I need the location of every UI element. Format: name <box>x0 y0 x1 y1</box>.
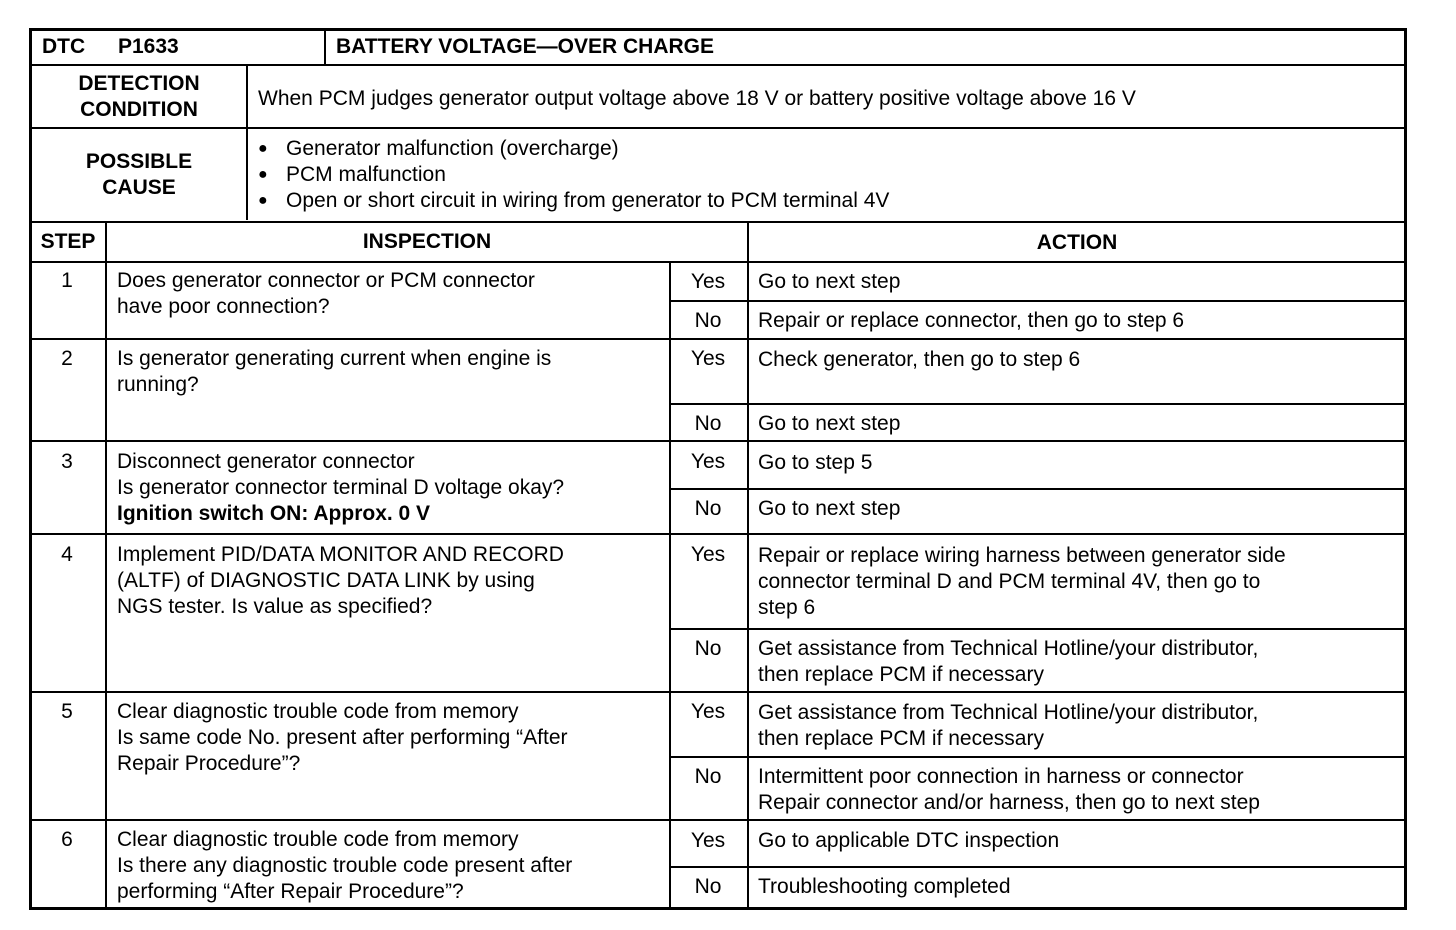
no-label: No <box>694 412 722 435</box>
step-number: 5 <box>61 700 73 723</box>
inspection-text: Does generator connector or PCM connector have poor connection? <box>117 269 535 318</box>
action-text: Repair or replace connector, then go to step 6 <box>758 309 1185 332</box>
no-label: No <box>694 637 722 660</box>
action-text: Troubleshooting completed <box>758 875 1011 898</box>
action-text: Get assistance from Technical Hotline/your distributor, then replace PCM if necessary <box>758 701 1259 750</box>
inspection-text: Clear diagnostic trouble code from memory Is same code No. present after performing “After Repair Procedure”? <box>117 700 568 775</box>
yes-label: Yes <box>690 270 726 293</box>
possible-cause-label: POSSIBLE CAUSE <box>85 150 193 199</box>
detection-condition-label: DETECTION CONDITION <box>78 72 200 121</box>
action-text: Check generator, then go to step 6 <box>758 348 1081 371</box>
step-number: 3 <box>61 450 73 473</box>
inspection-text: Is generator generating current when engine is running? <box>117 347 552 396</box>
action-text: Intermittent poor connection in harness or connector Repair connector and/or harness, then go to next step <box>758 765 1260 814</box>
inspection-text: Clear diagnostic trouble code from memory Is there any diagnostic trouble code present after performing “After Repair Procedure”? <box>117 828 573 903</box>
yes-label: Yes <box>690 700 726 723</box>
inspection-text: Implement PID/DATA MONITOR AND RECORD (ALTF) of DIAGNOSTIC DATA LINK by using NGS tester. Is value as specified? <box>117 543 564 618</box>
no-label: No <box>694 875 722 898</box>
yes-label: Yes <box>690 347 726 370</box>
action-text: Go to next step <box>758 412 901 435</box>
dtc-label: DTC <box>42 35 86 58</box>
action-text: Repair or replace wiring harness between generator side connector terminal D and PCM terminal 4V, then go to step 6 <box>758 544 1286 619</box>
no-label: No <box>694 765 722 788</box>
column-action: ACTION <box>1036 231 1118 254</box>
no-label: No <box>694 309 722 332</box>
yes-label: Yes <box>690 450 726 473</box>
step-number: 6 <box>61 828 73 851</box>
column-inspection: INSPECTION <box>362 230 492 253</box>
action-text: Get assistance from Technical Hotline/your distributor, then replace PCM if necessary <box>758 637 1259 686</box>
action-text: Go to step 5 <box>758 451 873 474</box>
cause-item: ● PCM malfunction <box>256 162 889 188</box>
column-step: STEP <box>40 230 96 253</box>
dtc-title: BATTERY VOLTAGE—OVER CHARGE <box>336 35 715 58</box>
dtc-code: P1633 <box>118 35 179 58</box>
yes-label: Yes <box>690 543 726 566</box>
yes-label: Yes <box>690 829 726 852</box>
detection-condition-text: When PCM judges generator output voltage above 18 V or battery positive voltage above 16 V <box>258 87 1136 110</box>
step-number: 1 <box>61 269 73 292</box>
action-text: Go to next step <box>758 497 901 520</box>
action-text: Go to next step <box>758 270 901 293</box>
cause-item: ● Open or short circuit in wiring from generator to PCM terminal 4V <box>256 188 889 214</box>
no-label: No <box>694 497 722 520</box>
action-text: Go to applicable DTC inspection <box>758 829 1060 852</box>
step-number: 4 <box>61 543 73 566</box>
possible-cause-list <box>256 136 889 214</box>
inspection-text: Disconnect generator connector Is generator connector terminal D voltage okay? Ignition switch ON: Approx. 0 V <box>117 450 565 525</box>
cause-item: ● Generator malfunction (overcharge) <box>256 136 889 162</box>
step-number: 2 <box>61 347 73 370</box>
